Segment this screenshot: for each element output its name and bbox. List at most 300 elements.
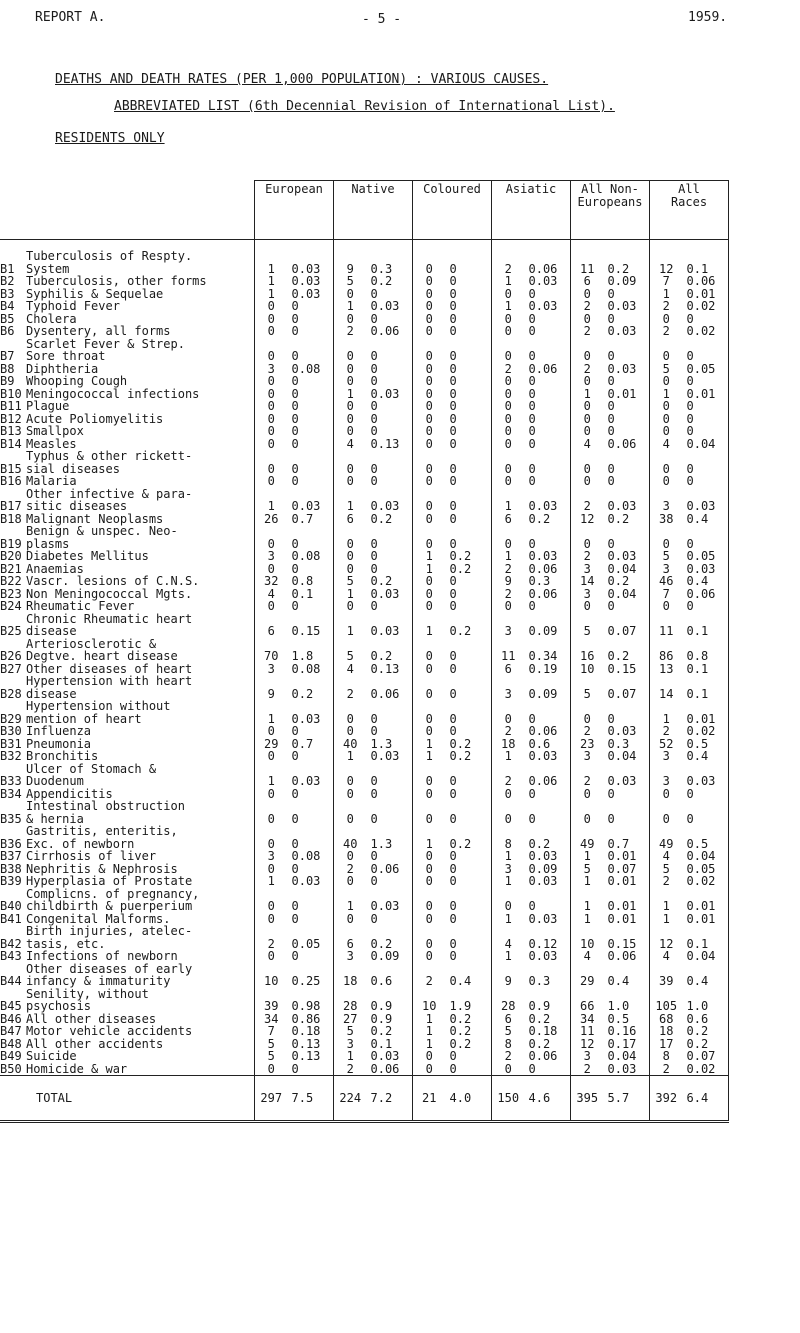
death-rate: 0 [683, 425, 729, 438]
death-count: 8 [492, 825, 525, 850]
cause-code: B18 [0, 511, 22, 526]
table-row [0, 875, 729, 888]
death-rate: 0.06 [370, 686, 400, 701]
death-count: 0 [413, 788, 446, 801]
death-rate: 0.03 [683, 563, 729, 576]
death-rate: 0 [449, 399, 457, 413]
death-count: 0 [413, 600, 446, 613]
death-count: 16 [571, 638, 604, 663]
death-count: 14 [571, 575, 604, 588]
death-rate: 0 [528, 311, 536, 326]
cause-code: B15 [0, 461, 22, 476]
cause-code: B29 [0, 711, 22, 726]
death-rate: 0.03 [683, 488, 729, 513]
death-count: 0 [334, 450, 367, 475]
death-count: 1 [492, 950, 525, 963]
cause-name: Hypertension with heart disease [26, 674, 193, 701]
death-rate: 0 [291, 536, 299, 551]
death-rate: 0.03 [528, 849, 558, 863]
death-count: 12 [650, 240, 683, 276]
death-count: 0 [255, 913, 288, 926]
death-count: 0 [413, 513, 446, 526]
death-rate: 0 [449, 861, 457, 876]
death-count: 3 [650, 750, 683, 763]
death-count: 0 [413, 875, 446, 888]
cause-code: B22 [0, 574, 22, 588]
death-rate: 0.2 [370, 574, 393, 588]
table-row [0, 413, 729, 426]
death-count: 27 [334, 1013, 367, 1026]
death-rate: 0 [528, 461, 536, 476]
death-count: 0 [255, 300, 288, 313]
death-count: 66 [571, 988, 604, 1013]
death-count: 0 [492, 388, 525, 401]
death-count: 0 [334, 700, 367, 725]
death-count: 3 [255, 550, 288, 563]
cause-code: B45 [0, 999, 22, 1013]
death-count: 5 [334, 275, 367, 288]
death-rate: 0 [370, 474, 378, 488]
death-count: 0 [334, 763, 367, 788]
death-count: 0 [492, 375, 525, 388]
death-count: 28 [492, 988, 525, 1013]
death-count: 0 [492, 800, 525, 825]
table-row [0, 275, 729, 288]
cause-name: Intestinal obstruction & hernia [26, 799, 185, 826]
death-count: 1 [571, 850, 604, 863]
table-row [0, 575, 729, 588]
death-rate: 0 [449, 361, 457, 376]
death-rate: 0.06 [528, 561, 558, 576]
table-row [0, 400, 729, 413]
death-rate: 0.02 [683, 1063, 729, 1076]
death-rate: 0.2 [528, 1011, 551, 1026]
death-rate: 0.2 [291, 686, 314, 701]
header-cause-cell [26, 181, 255, 240]
death-count: 0 [492, 325, 525, 338]
death-rate: 0.05 [683, 363, 729, 376]
death-count: 0 [413, 1063, 446, 1076]
death-rate: 0.2 [370, 649, 393, 663]
death-rate: 7.5 [288, 1076, 334, 1122]
table-row [0, 763, 729, 788]
death-rate: 0.02 [683, 325, 729, 338]
death-rate: 0 [683, 450, 729, 475]
cause-name: Scarlet Fever & Strep. Sore throat [26, 336, 185, 363]
cause-name: Hypertension without mention of heart [26, 699, 171, 726]
death-rate: 0 [528, 786, 536, 801]
death-rate: 0.2 [449, 1011, 472, 1026]
death-count: 0 [255, 863, 288, 876]
death-rate: 0.8 [291, 574, 314, 588]
death-count: 2 [571, 300, 604, 313]
death-count: 0 [492, 338, 525, 363]
table-row [0, 800, 729, 825]
death-count: 2 [492, 763, 525, 788]
cause-code: B44 [0, 974, 22, 988]
death-count: 297 [255, 1076, 288, 1122]
cause-code: B30 [0, 724, 22, 738]
cause-code: B10 [0, 386, 22, 401]
death-rate: 0.03 [291, 774, 321, 788]
cause-name: Ulcer of Stomach & Duodenum [26, 761, 157, 788]
death-rate: 0 [370, 711, 378, 726]
death-count: 5 [334, 575, 367, 588]
death-count: 2 [571, 763, 604, 788]
death-count: 40 [334, 825, 367, 850]
death-rate: 0.18 [528, 1024, 558, 1038]
cause-name: Anaemias [26, 561, 84, 576]
death-rate: 0.2 [607, 511, 630, 526]
death-rate: 0 [449, 911, 457, 926]
death-count: 2 [334, 863, 367, 876]
death-rate: 0.06 [607, 949, 637, 963]
cause-name: Benign & unspec. Neo- plasms [26, 524, 178, 551]
death-rate: 0.04 [607, 586, 637, 601]
death-count: 0 [650, 425, 683, 438]
total-row [0, 1076, 729, 1122]
death-rate: 0.3 [607, 736, 630, 751]
death-count: 1 [413, 1025, 446, 1038]
table-row [0, 825, 729, 850]
cause-name: Typhus & other rickett- sial diseases [26, 449, 193, 476]
death-count: 3 [255, 663, 288, 676]
death-count: 70 [255, 638, 288, 663]
cause-code: B7 [0, 349, 15, 363]
death-rate: 0.2 [449, 736, 472, 751]
death-count: 2 [571, 325, 604, 338]
death-rate: 0.03 [370, 586, 400, 601]
death-count: 0 [334, 425, 367, 438]
death-rate: 1.3 [370, 836, 393, 851]
death-rate: 0.2 [607, 574, 630, 588]
death-rate: 0 [683, 600, 729, 613]
death-rate: 0.01 [607, 874, 637, 888]
death-rate: 0 [370, 311, 378, 326]
death-rate: 0.1 [291, 586, 314, 601]
death-count: 4 [334, 438, 367, 451]
death-rate: 0 [370, 849, 378, 863]
cause-code: B42 [0, 936, 22, 951]
death-rate: 0.2 [449, 561, 472, 576]
cause-name: Influenza [26, 724, 92, 738]
death-rate: 0 [370, 461, 378, 476]
death-count: 9 [492, 575, 525, 588]
death-count: 1 [334, 750, 367, 763]
table-row [0, 725, 729, 738]
cause-code: B1 [0, 261, 15, 276]
death-count: 11 [492, 638, 525, 663]
death-count: 5 [255, 1038, 288, 1051]
death-count: 5 [492, 1025, 525, 1038]
death-rate: 0.05 [683, 863, 729, 876]
death-count: 3 [571, 750, 604, 763]
death-count: 6 [492, 513, 525, 526]
cause-name: Malignant Neoplasms [26, 511, 164, 526]
death-rate: 0.5 [683, 825, 729, 850]
death-count: 1 [492, 300, 525, 313]
death-count: 9 [492, 963, 525, 988]
death-rate: 0.03 [528, 874, 558, 888]
death-count: 1 [334, 888, 367, 913]
table-row [0, 675, 729, 700]
death-count: 10 [255, 963, 288, 988]
death-rate: 0.03 [607, 774, 637, 788]
table-row [0, 850, 729, 863]
death-count: 0 [413, 425, 446, 438]
cause-name: Infections of newborn [26, 949, 178, 963]
cause-name: Pneumonia [26, 736, 92, 751]
death-rate: 0 [683, 525, 729, 550]
death-rate: 0.07 [683, 1050, 729, 1063]
death-rate: 0 [528, 1061, 536, 1076]
cause-code: B48 [0, 1036, 22, 1051]
death-count: 6 [334, 513, 367, 526]
death-rate: 0.5 [683, 738, 729, 751]
death-rate: 0 [449, 424, 457, 438]
death-count: 1 [255, 700, 288, 725]
death-rate: 0 [607, 711, 615, 726]
death-rate: 0 [528, 411, 536, 426]
death-rate: 0.15 [291, 624, 321, 638]
death-rate: 0.2 [449, 836, 472, 851]
death-count: 0 [413, 475, 446, 488]
death-rate: 0 [291, 299, 299, 313]
death-rate: 0 [528, 286, 536, 301]
residents-label: RESIDENTS ONLY [55, 131, 165, 146]
death-rate: 0.2 [528, 1036, 551, 1051]
death-rate: 0 [291, 374, 299, 388]
table-body [0, 240, 729, 1122]
death-rate: 0 [370, 349, 378, 363]
death-rate: 0 [528, 324, 536, 338]
death-count: 1 [413, 563, 446, 576]
death-count: 0 [413, 925, 446, 950]
death-count: 18 [492, 738, 525, 751]
cause-name: Cholera [26, 311, 77, 326]
death-count: 1 [650, 913, 683, 926]
death-count: 0 [650, 450, 683, 475]
death-count: 12 [650, 925, 683, 950]
death-count: 0 [492, 425, 525, 438]
death-rate: 0 [449, 511, 457, 526]
death-count: 8 [492, 1038, 525, 1051]
header-code-cell [0, 181, 26, 240]
cause-name: Other infective & para- sitic diseases [26, 486, 193, 513]
death-count: 0 [255, 413, 288, 426]
death-count: 0 [255, 338, 288, 363]
death-rate: 0.1 [683, 675, 729, 700]
death-count: 0 [413, 313, 446, 326]
death-count: 0 [413, 288, 446, 301]
death-count: 0 [492, 313, 525, 326]
death-rate: 0.03 [370, 386, 400, 401]
death-rate: 0 [291, 899, 299, 913]
death-rate: 0.04 [683, 850, 729, 863]
death-count: 0 [413, 863, 446, 876]
cause-name: Smallpox [26, 424, 84, 438]
death-rate: 0.09 [528, 861, 558, 876]
death-rate: 0 [683, 788, 729, 801]
death-count: 4 [334, 663, 367, 676]
death-rate: 0.6 [683, 1013, 729, 1026]
table-row [0, 325, 729, 338]
death-rate: 0.03 [291, 711, 321, 726]
death-rate: 0.2 [683, 1025, 729, 1038]
death-rate: 0.03 [370, 749, 400, 763]
cause-code: B41 [0, 911, 22, 926]
death-count: 1 [413, 825, 446, 850]
table-row [0, 750, 729, 763]
death-rate: 0.06 [370, 1061, 400, 1076]
death-count: 0 [650, 788, 683, 801]
death-count: 1 [492, 875, 525, 888]
table-row [0, 1025, 729, 1038]
death-rate: 0.01 [683, 888, 729, 913]
death-rate: 0 [607, 311, 615, 326]
cause-code: B26 [0, 649, 22, 663]
death-count: 18 [650, 1025, 683, 1038]
cause-name: Chronic Rheumatic heart disease [26, 611, 193, 638]
death-count: 1 [334, 1050, 367, 1063]
death-rate: 0.6 [528, 736, 551, 751]
death-rate: 0 [683, 800, 729, 825]
death-rate: 0.03 [528, 499, 558, 513]
death-count: 2 [571, 725, 604, 738]
cause-name: Meningococcal infections [26, 386, 200, 401]
cause-name: Nephritis & Nephrosis [26, 861, 178, 876]
death-count: 3 [650, 763, 683, 788]
cause-name: Diabetes Mellitus [26, 549, 149, 563]
death-count: 1 [413, 1013, 446, 1026]
death-rate: 0.03 [528, 274, 558, 288]
death-rate: 0.2 [370, 1024, 393, 1038]
death-rate: 0.1 [683, 613, 729, 638]
death-count: 0 [413, 275, 446, 288]
death-rate: 0.04 [607, 1049, 637, 1063]
death-rate: 0 [370, 286, 378, 301]
death-count: 0 [650, 413, 683, 426]
death-count: 12 [571, 1038, 604, 1051]
death-rate: 0.04 [607, 749, 637, 763]
death-rate: 0.1 [683, 240, 729, 276]
death-count: 0 [571, 400, 604, 413]
death-count: 392 [650, 1076, 683, 1122]
death-rate: 0 [449, 411, 457, 426]
death-rate: 0 [607, 536, 615, 551]
death-count: 0 [492, 1063, 525, 1076]
cause-code: B23 [0, 586, 22, 601]
cause-name: Congenital Malforms. [26, 911, 171, 926]
death-rate: 0.3 [370, 261, 393, 276]
death-count: 34 [571, 1013, 604, 1026]
death-rate: 7.2 [367, 1076, 413, 1122]
death-rate: 0.08 [291, 361, 321, 376]
death-rate: 0.06 [370, 861, 400, 876]
death-count: 49 [571, 825, 604, 850]
death-rate: 0.02 [683, 725, 729, 738]
table-row [0, 925, 729, 950]
cause-name: Malaria [26, 474, 77, 488]
death-count: 0 [255, 800, 288, 825]
table-row [0, 950, 729, 963]
death-rate: 0.03 [607, 549, 637, 563]
cause-code: B2 [0, 274, 15, 288]
death-count: 1 [650, 888, 683, 913]
death-rate: 0.12 [528, 936, 558, 951]
death-rate: 0.34 [528, 649, 558, 663]
death-rate: 0.1 [370, 1036, 393, 1051]
death-count: 0 [413, 300, 446, 313]
death-count: 0 [255, 313, 288, 326]
death-rate: 0 [449, 649, 457, 663]
death-rate: 0 [370, 561, 378, 576]
death-rate: 0.07 [607, 861, 637, 876]
death-count: 0 [334, 288, 367, 301]
death-rate: 0 [528, 536, 536, 551]
death-count: 0 [571, 800, 604, 825]
cause-name: Tuberculosis of Respty. System [26, 249, 193, 276]
death-count: 0 [413, 1050, 446, 1063]
death-rate: 0.03 [370, 499, 400, 513]
cause-name: Measles [26, 436, 77, 451]
death-count: 0 [334, 475, 367, 488]
cause-name: Acute Poliomyelitis [26, 411, 164, 426]
death-rate: 0 [449, 711, 457, 726]
death-rate: 0.07 [607, 624, 637, 638]
death-count: 26 [255, 513, 288, 526]
death-rate: 0 [683, 413, 729, 426]
death-count: 4 [255, 588, 288, 601]
death-count: 0 [334, 525, 367, 550]
death-rate: 0 [449, 574, 457, 588]
death-count: 0 [334, 800, 367, 825]
death-count: 7 [650, 275, 683, 288]
death-rate: 0.7 [607, 836, 630, 851]
death-rate: 0 [449, 499, 457, 513]
death-rate: 4.0 [446, 1076, 492, 1122]
death-count: 150 [492, 1076, 525, 1122]
death-count: 0 [571, 413, 604, 426]
death-count: 0 [255, 825, 288, 850]
cause-code: B13 [0, 424, 22, 438]
cause-name: Suicide [26, 1049, 77, 1063]
death-count: 1 [334, 613, 367, 638]
column-header: European [255, 181, 334, 240]
death-count: 1 [334, 388, 367, 401]
death-rate: 0.15 [607, 661, 637, 676]
death-rate: 0 [291, 411, 299, 426]
death-count: 0 [413, 663, 446, 676]
table-row [0, 425, 729, 438]
cause-code: B4 [0, 299, 15, 313]
cause-code: B14 [0, 436, 22, 451]
death-rate: 0.06 [683, 588, 729, 601]
death-rate: 0.06 [528, 361, 558, 376]
death-rate: 0 [449, 936, 457, 951]
table-row [0, 475, 729, 488]
death-rate: 0.7 [291, 736, 314, 751]
death-count: 38 [650, 513, 683, 526]
death-count: 0 [413, 525, 446, 550]
death-rate: 0 [449, 1061, 457, 1076]
report-year: 1959. [688, 10, 728, 25]
death-count: 1 [413, 550, 446, 563]
death-rate: 0.4 [683, 963, 729, 988]
column-header: Coloured [413, 181, 492, 240]
cause-name: Homicide & war [26, 1061, 128, 1076]
death-rate: 0 [370, 374, 378, 388]
